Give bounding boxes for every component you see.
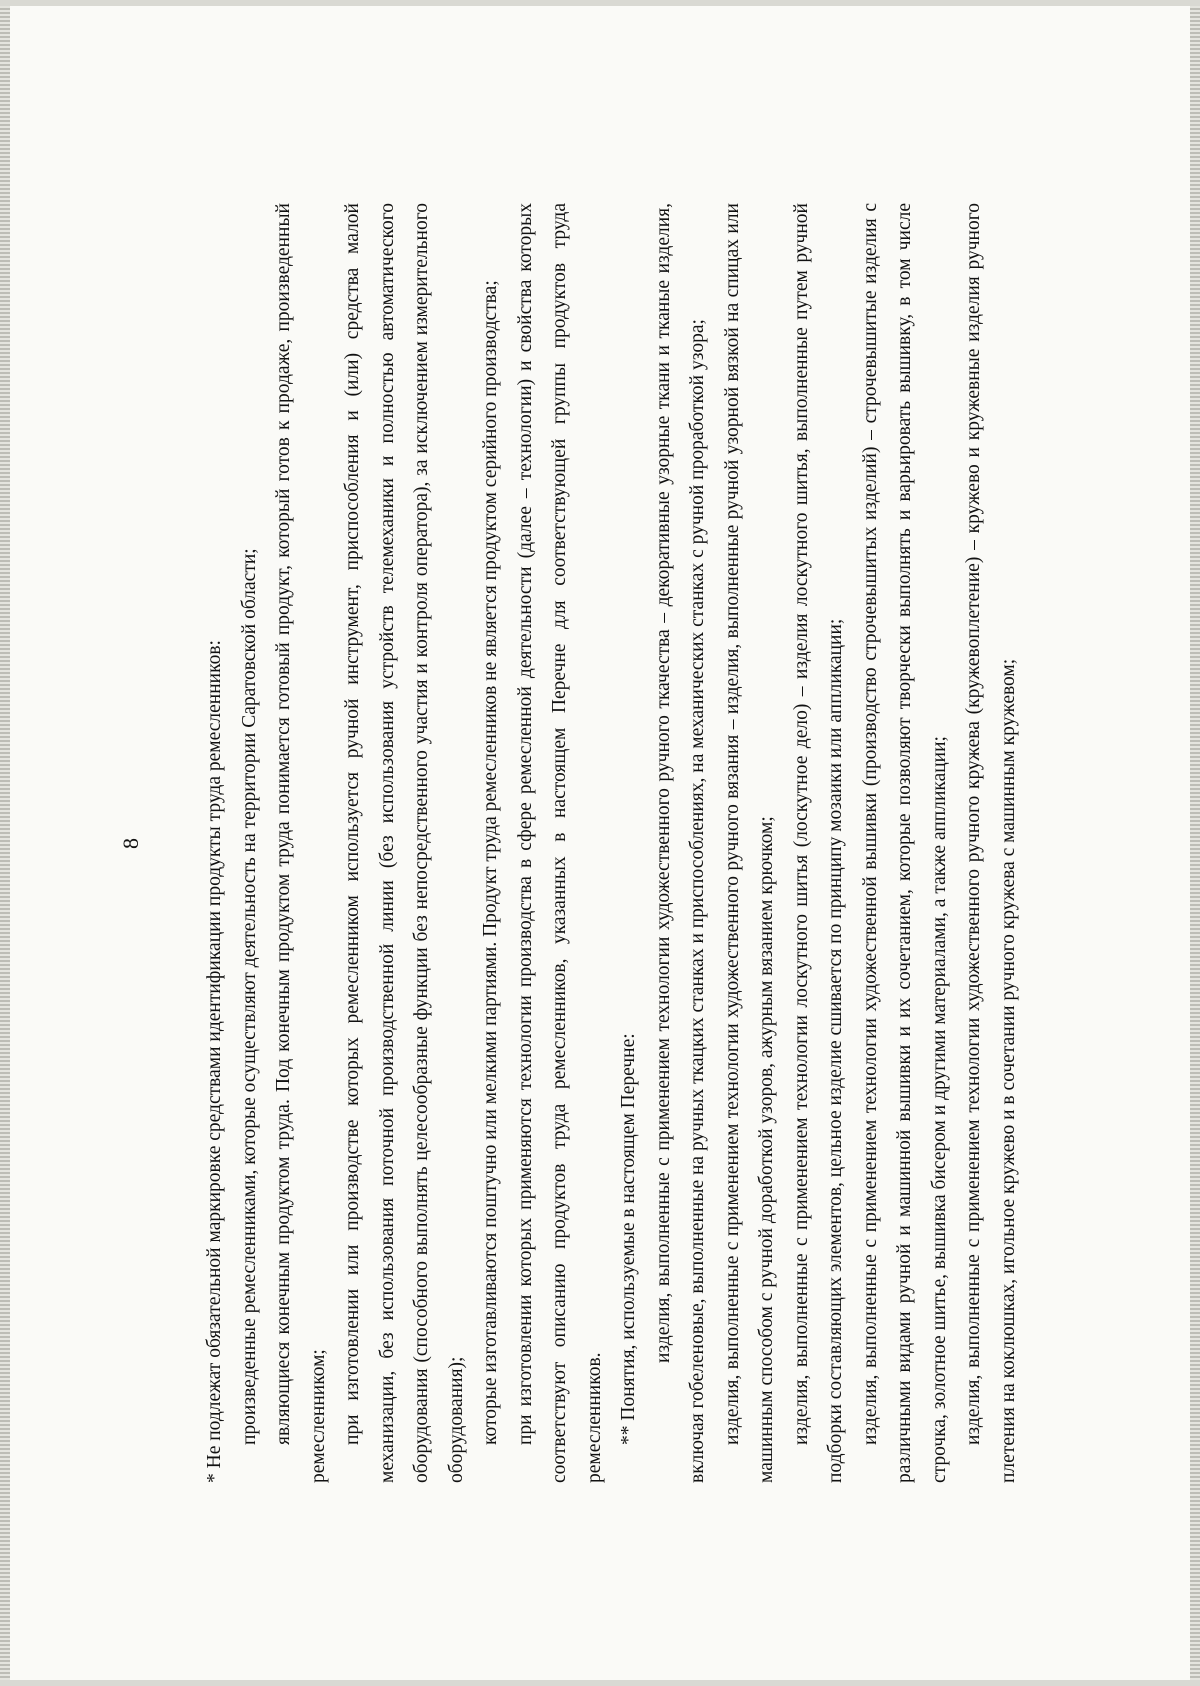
definition-knitting: изделия, выполненные с применением технологии художественного ручного вязания – изделия, выполненные ручной узорной вязкой на спицах или машинным способом с ручной доработкой узоров, ажурным вязанием крючком; bbox=[721, 203, 777, 1483]
definition-patchwork: изделия, выполненные с применением технологии лоскутного шитья (лоскутное дело) – изделия лоскутного шитья, выполненные путем ручной подборки составляющих элементов, цельное изделие сшивается по принципу мозаики или аппликации; bbox=[790, 203, 846, 1483]
definition-weaving: изделия, выполненные с применением технологии художественного ручного ткачества – декоративные узорные ткани и тканые изделия, включая гобеленовые, выполненные на ручных ткацких станках и приспособлениях, на механических станках с ручной проработкой узора; bbox=[652, 203, 708, 1483]
criteria-item-technologies: при изготовлении которых применяются технологии производства в сфере ремесленной деятельности (далее – технологии) и свойства которых соответствуют описанию продуктов труда ремесленников, указанных в настоящем Перечне для соответствующей группы продуктов труда ремесленников. bbox=[514, 203, 605, 1483]
criteria-item-small-batches: которые изготавливаются поштучно или мелкими партиями. Продукт труда ремесленников не является продуктом серийного производства; bbox=[480, 280, 501, 1445]
criteria-item-final-product: являющиеся конечным продуктом труда. Под конечным продуктом труда понимается готовый продукт, который готов к продаже, произведенный ремесленником; bbox=[273, 203, 329, 1483]
definition-lace: изделия, выполненные с применением технологии художественного ручного кружева (кружевоплетение) – кружево и кружевные изделия ручного плетения на коклюшках, игольное кружево и в сочетании ручного кружева с машинным кружевом; bbox=[963, 203, 1019, 1483]
scan-edge-bottom bbox=[0, 1680, 1200, 1686]
footnote-double-star-intro: ** Понятия, используемые в настоящем Перечне: bbox=[618, 1033, 639, 1445]
page-number: 8 bbox=[118, 837, 143, 849]
rotated-document-page bbox=[80, 63, 1120, 1623]
scan-edge-left bbox=[0, 0, 10, 1686]
scan-edge-right bbox=[1190, 0, 1200, 1686]
document-body bbox=[198, 203, 1026, 1483]
definition-embroidery: изделия, выполненные с применением технологии художественной вышивки (производство строчевышитых изделий) – строчевышитые изделия с различными видами ручной и машинной вышивки и их сочетанием, которые позволяют творчески выполнять и варьировать вышивку, в том числе строчка, золотное шитье, вышивка бисером и другими материалами, а также аппликации; bbox=[859, 203, 950, 1483]
criteria-item-saratov: произведенные ремесленниками, которые осуществляют деятельность на территории Саратовской области; bbox=[238, 548, 260, 1445]
criteria-item-hand-tools: при изготовлении или производстве которых ремесленником используется ручной инструмент, приспособления и (или) средства малой механизации, без использования поточной производственной линии (без использования устройств телемеханики и полностью автоматического оборудования (способного выполнять целесообразные функции без непосредственного участия и контроля оператора), за исключением измерительного оборудования); bbox=[342, 203, 467, 1483]
scan-edge-top bbox=[0, 0, 1200, 6]
footnote-single-star-intro: * Не подлежат обязательной маркировке средствами идентификации продукты труда ремесленников: bbox=[204, 640, 225, 1483]
